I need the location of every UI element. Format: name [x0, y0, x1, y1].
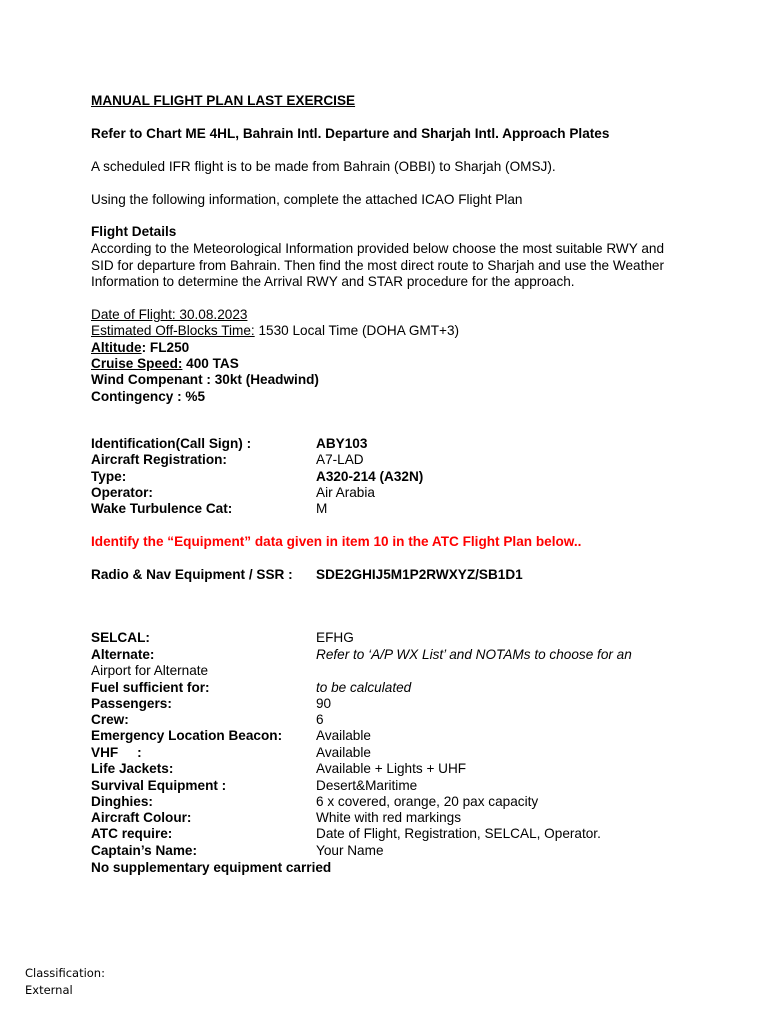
captain-name-value: Your Name: [316, 843, 384, 858]
passengers-label: Passengers:: [91, 696, 172, 711]
altitude-value: : FL250: [141, 340, 190, 355]
type-label: Type:: [91, 469, 127, 484]
flight-details-heading: Flight Details: [91, 224, 177, 239]
flight-details-line: According to the Meteorological Information provided below choose the most suitable RWY and: [91, 241, 665, 256]
dinghies-label: Dinghies:: [91, 794, 153, 809]
survival-equipment-value: Desert&Maritime: [316, 778, 418, 793]
operator-label: Operator:: [91, 485, 153, 500]
eobt-value: 1530 Local Time (DOHA GMT+3): [254, 323, 460, 338]
intro-paragraph: A scheduled IFR flight is to be made from Bahrain (OBBI) to Sharjah (OMSJ).: [91, 159, 556, 174]
classification-value: External: [25, 983, 73, 997]
flight-details-line: Information to determine the Arrival RWY and STAR procedure for the approach.: [91, 274, 575, 289]
operator-value: Air Arabia: [316, 485, 375, 500]
fuel-label: Fuel sufficient for:: [91, 680, 210, 695]
vhf-label: VHF :: [91, 745, 142, 760]
equipment-instruction: Identify the “Equipment” data given in item 10 in the ATC Flight Plan below..: [91, 534, 582, 549]
crew-value: 6: [316, 712, 324, 727]
wind-component: Wind Compenant : 30kt (Headwind): [91, 372, 319, 387]
wake-turbulence-label: Wake Turbulence Cat:: [91, 501, 233, 516]
captain-name-label: Captain’s Name:: [91, 843, 198, 858]
callsign-value: ABY103: [316, 436, 368, 451]
contingency: Contingency : %5: [91, 389, 206, 404]
alternate-label: Alternate:: [91, 647, 155, 662]
flight-details-line: SID for departure from Bahrain. Then find the most direct route to Sharjah and use the Weather: [91, 258, 665, 273]
elb-value: Available: [316, 728, 371, 743]
eobt-label: Estimated Off-Blocks Time:: [91, 323, 255, 338]
equipment-label: Radio & Nav Equipment / SSR :: [91, 567, 293, 582]
altitude-label: Altitude: [91, 340, 142, 355]
type-value: A320-214 (A32N): [316, 469, 424, 484]
registration-value: A7-LAD: [316, 452, 364, 467]
atc-require-value: Date of Flight, Registration, SELCAL, Operator.: [316, 826, 601, 841]
altitude-line: [91, 340, 189, 356]
date-of-flight: Date of Flight: 30.08.2023: [91, 307, 248, 322]
cruise-speed-label: Cruise Speed:: [91, 356, 183, 371]
instruction-paragraph: Using the following information, complete the attached ICAO Flight Plan: [91, 192, 523, 207]
registration-label: Aircraft Registration:: [91, 452, 227, 467]
life-jackets-label: Life Jackets:: [91, 761, 174, 776]
dinghies-value: 6 x covered, orange, 20 pax capacity: [316, 794, 539, 809]
equipment-value: SDE2GHIJ5M1P2RWXYZ/SB1D1: [316, 567, 523, 582]
selcal-value: EFHG: [316, 630, 354, 645]
fuel-value: to be calculated: [316, 680, 412, 695]
selcal-label: SELCAL:: [91, 630, 150, 645]
eobt-line: [91, 323, 459, 339]
life-jackets-value: Available + Lights + UHF: [316, 761, 467, 776]
elb-label: Emergency Location Beacon:: [91, 728, 283, 743]
alternate-value: Refer to ‘A/P WX List’ and NOTAMs to choose for an: [316, 647, 632, 662]
no-supplementary-note: No supplementary equipment carried: [91, 860, 332, 875]
aircraft-colour-value: White with red markings: [316, 810, 462, 825]
aircraft-colour-label: Aircraft Colour:: [91, 810, 192, 825]
vhf-value: Available: [316, 745, 371, 760]
refer-line: Refer to Chart ME 4HL, Bahrain Intl. Departure and Sharjah Intl. Approach Plates: [91, 126, 610, 141]
crew-label: Crew:: [91, 712, 129, 727]
page-title: MANUAL FLIGHT PLAN LAST EXERCISE: [91, 93, 356, 108]
callsign-label: Identification(Call Sign) :: [91, 436, 252, 451]
alternate-continuation: Airport for Alternate: [91, 663, 209, 678]
survival-equipment-label: Survival Equipment :: [91, 778, 227, 793]
classification-label: Classification:: [25, 966, 105, 980]
cruise-speed-line: [91, 356, 239, 372]
cruise-speed-value: 400 TAS: [182, 356, 239, 371]
passengers-value: 90: [316, 696, 332, 711]
atc-require-label: ATC require:: [91, 826, 173, 841]
wake-turbulence-value: M: [316, 501, 328, 516]
